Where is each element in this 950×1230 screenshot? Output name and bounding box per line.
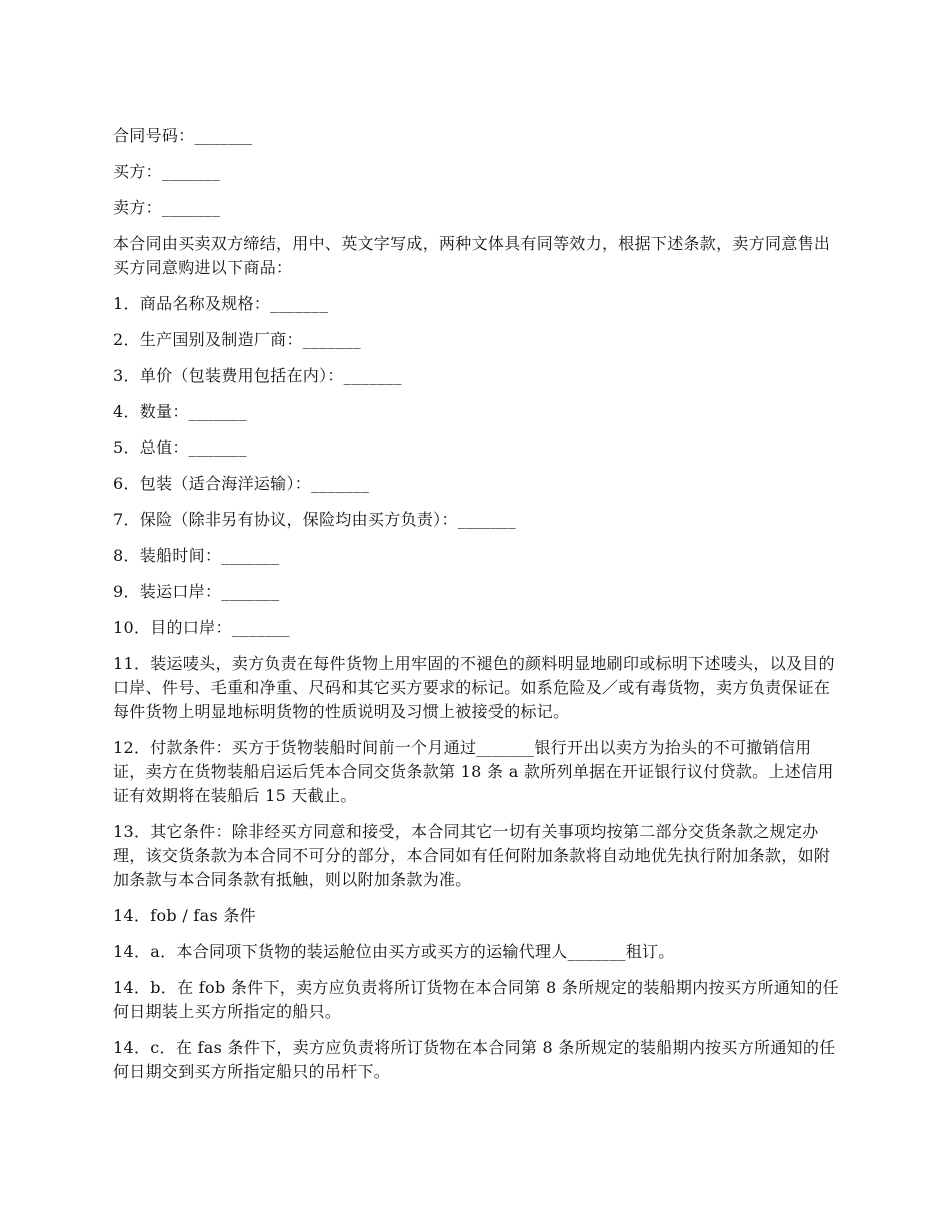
clause-6-packing: 6．包装（适合海洋运输）：_______	[113, 474, 370, 493]
clause-1-commodity: 1．商品名称及规格：_______	[113, 294, 329, 313]
contract-preamble: 本合同由买卖双方缔结，用中、英文字写成，两种文体具有同等效力，根据下述条款，卖方同意售出买方同意购进以下商品：	[113, 234, 831, 277]
clause-4-quantity: 4．数量：_______	[113, 402, 247, 421]
clause-7-insurance: 7．保险（除非另有协议，保险均由买方负责）：_______	[113, 510, 516, 529]
clause-3-unit-price: 3．单价（包装费用包括在内）：_______	[113, 366, 402, 385]
clause-12-payment-terms: 12．付款条件：买方于货物装船时间前一个月通过_______银行开出以卖方为抬头的不可撤销信用证，卖方在货物装船启运后凭本合同交货条款第 18 条 a 款所列单据在开证银行议付贷款。上述信用证有效期将在装船后 15 天截止。	[113, 738, 834, 805]
clause-13-other-terms: 13．其它条件：除非经买方同意和接受，本合同其它一切有关事项均按第二部分交货条款之规定办理，该交货条款为本合同不可分的部分，本合同如有任何附加条款将自动地优先执行附加条款，如附加条款与本合同条款有抵触，则以附加条款为准。	[113, 822, 831, 889]
clause-14b: 14．b．在 fob 条件下，卖方应负责将所订货物在本合同第 8 条所规定的装船期内按买方所通知的任何日期装上买方所指定的船只。	[113, 978, 839, 1021]
clause-11-shipping-marks: 11．装运唛头，卖方负责在每件货物上用牢固的不褪色的颜料明显地刷印或标明下述唛头，以及目的口岸、件号、毛重和净重、尺码和其它买方要求的标记。如系危险及／或有毒货物，卖方负责保证在每件货物上明显地标明货物的性质说明及习惯上被接受的标记。	[113, 654, 835, 721]
clause-10-destination-port: 10．目的口岸：_______	[113, 618, 290, 637]
clause-9-loading-port: 9．装运口岸：_______	[113, 582, 280, 601]
clause-8-shipment-time: 8．装船时间：_______	[113, 546, 280, 565]
clause-14-fob-fas: 14．fob / fas 条件	[113, 906, 256, 925]
contract-number-field: 合同号码：_______	[113, 126, 253, 145]
clause-14a: 14．a．本合同项下货物的装运舱位由买方或买方的运输代理人_______租订。	[113, 942, 675, 961]
clause-14c: 14．c．在 fas 条件下，卖方应负责将所订货物在本合同第 8 条所规定的装船期内按买方所通知的任何日期交到买方所指定船只的吊杆下。	[113, 1038, 836, 1081]
clause-5-total-value: 5．总值：_______	[113, 438, 247, 457]
buyer-field: 买方：_______	[113, 162, 220, 181]
contract-document	[113, 124, 841, 1096]
seller-field: 卖方：_______	[113, 198, 220, 217]
clause-2-manufacturer: 2．生产国别及制造厂商：_______	[113, 330, 361, 349]
